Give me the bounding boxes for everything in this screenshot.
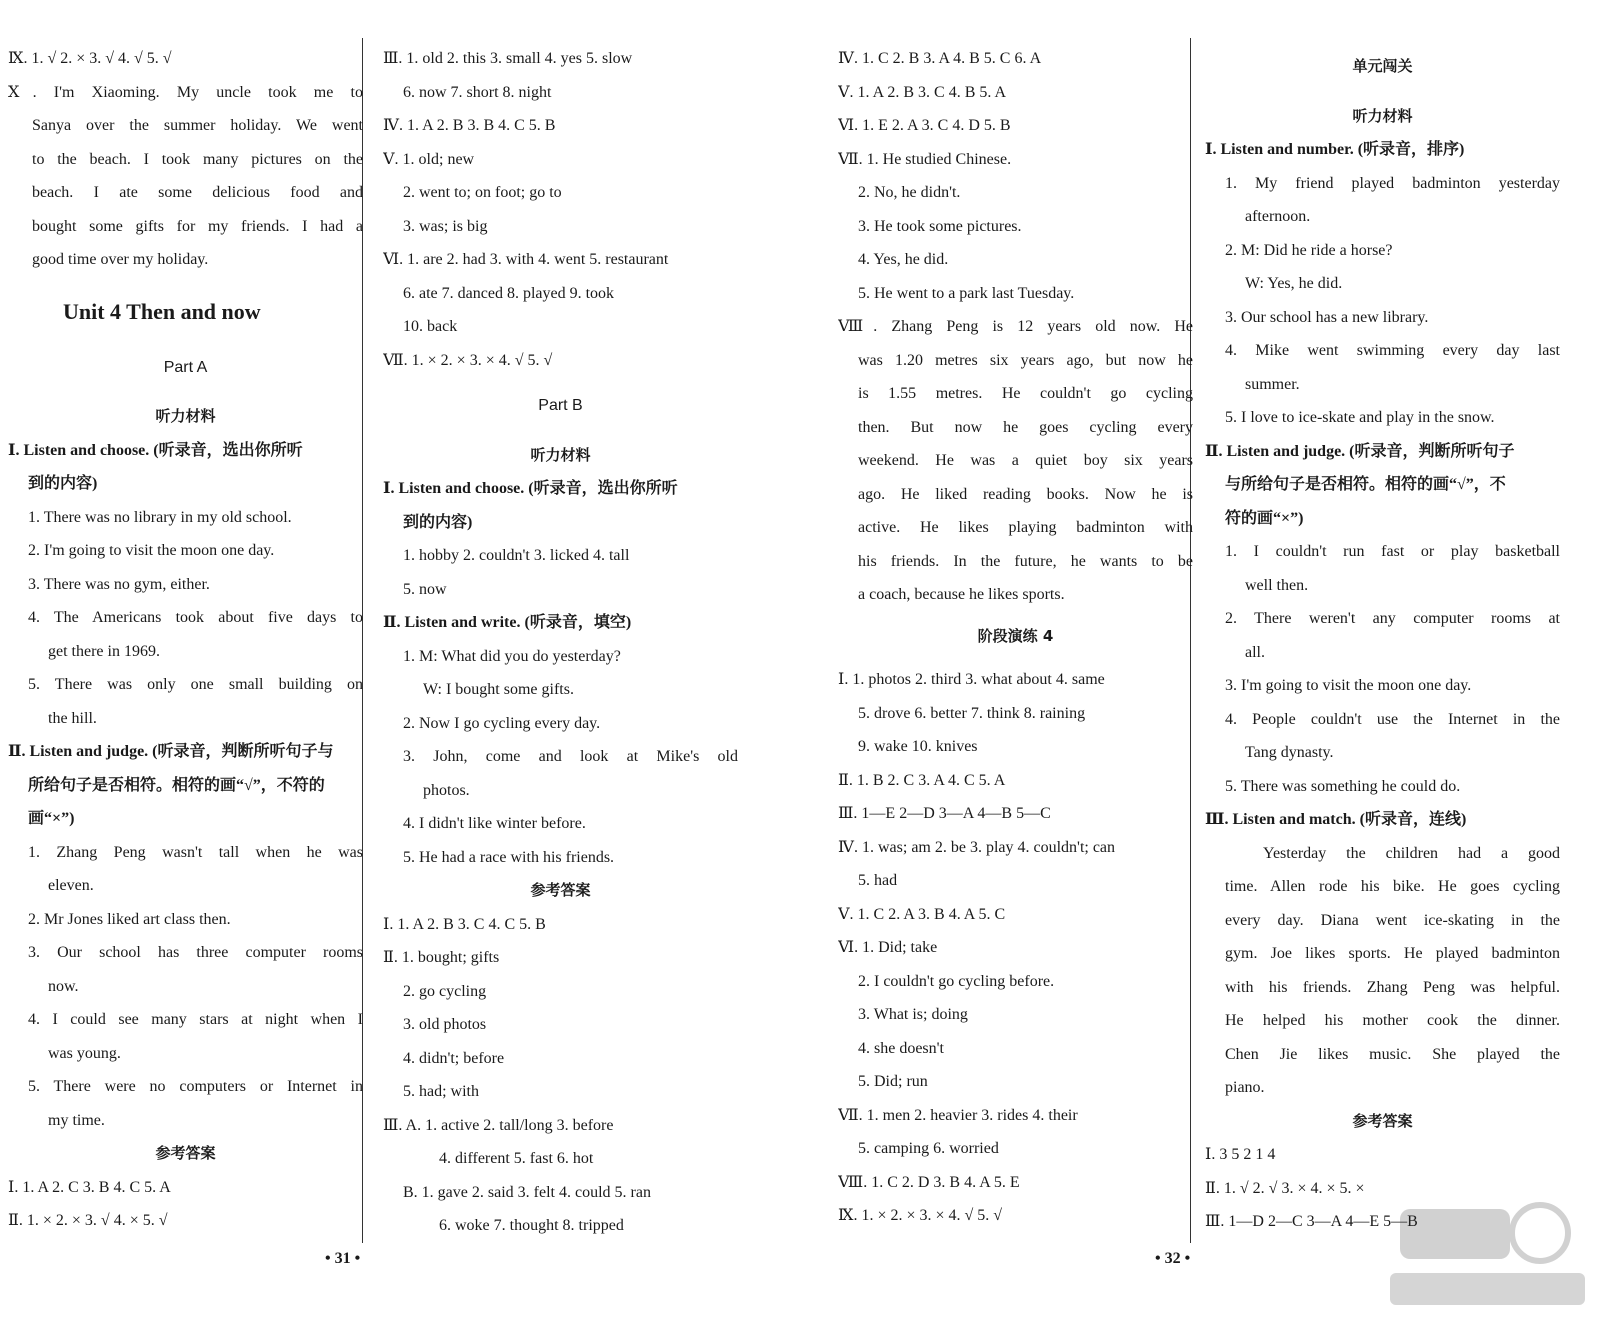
passage-line: He helped his mother cook the dinner. (1225, 1012, 1560, 1029)
list-item: 3. John, come and look at Mike's old (403, 748, 738, 765)
passage-line: is 1.55 metres. He couldn't go cycling (858, 385, 1193, 402)
section-header: 到的内容) (403, 513, 473, 531)
answer-line: Ⅴ. 1. old; new (383, 150, 475, 168)
list-item: get there in 1969. (48, 642, 160, 660)
section-header: 画“×”) (28, 810, 75, 827)
answer-line: 4. she doesn't (858, 1039, 944, 1057)
list-item: 2. M: Did he ride a horse? (1225, 241, 1393, 259)
answer-line: Ⅵ. 1. E 2. A 3. C 4. D 5. B (838, 117, 1011, 134)
list-item: 5. I love to ice-skate and play in the snow. (1225, 409, 1495, 426)
list-item: afternoon. (1245, 208, 1311, 225)
list-item: 1. My friend played badminton yesterday (1225, 174, 1560, 192)
passage-line: good time over my holiday. (32, 251, 209, 268)
answer-line: Ⅱ. 1. √ 2. √ 3. × 4. × 5. × (1205, 1179, 1365, 1197)
list-item: 5. There was something he could do. (1225, 777, 1461, 795)
list-item: was young. (48, 1044, 121, 1062)
answer-line: 2. I couldn't go cycling before. (858, 972, 1055, 990)
passage-line: gym. Joe likes sports. He played badminton (1225, 945, 1560, 962)
list-item: 3. There was no gym, either. (28, 575, 210, 593)
answer-line: 2. No, he didn't. (858, 184, 961, 201)
passage-line: Ⅷ. Zhang Peng is 12 years old now. He (838, 318, 1193, 335)
answers-heading: 参考答案 (1352, 1111, 1413, 1130)
page-number-31: • 31 • (325, 1250, 361, 1267)
list-item: 2. I'm going to visit the moon one day. (28, 542, 275, 559)
list-item: eleven. (48, 877, 94, 894)
page-number-32: • 32 • (1155, 1250, 1191, 1267)
passage-line: every day. Diana went ice-skating in the (1225, 911, 1560, 929)
section-header: 到的内容) (28, 475, 98, 492)
answer-line: 5. had; with (403, 1083, 479, 1100)
section-header: Ⅰ. Listen and number. (听录音，排序) (1205, 141, 1465, 158)
passage-line: a coach, because he likes sports. (858, 586, 1065, 603)
listening-heading: 听力材料 (530, 445, 591, 464)
section-header: Ⅰ. Listen and choose. (听录音，选出你所听 (383, 480, 678, 497)
list-item: well then. (1245, 576, 1309, 594)
answer-line: Ⅲ. 1—E 2—D 3—A 4—B 5—C (838, 805, 1051, 822)
list-item: 4. Mike went swimming every day last (1225, 342, 1560, 359)
passage-line: Sanya over the summer holiday. We went (32, 117, 363, 134)
list-item: 3. I'm going to visit the moon one day. (1225, 677, 1472, 694)
part-a-heading: Part A (163, 358, 208, 376)
answer-line: Ⅰ. 1. A 2. C 3. B 4. C 5. A (8, 1178, 171, 1196)
list-item: the hill. (48, 709, 97, 727)
list-item: 2. There weren't any computer rooms at (1225, 610, 1560, 627)
part-b-heading: Part B (538, 397, 583, 414)
answer-line: Ⅲ. 1—D 2—C 3—A 4—E 5—B (1205, 1213, 1418, 1230)
list-item: 1. Zhang Peng wasn't tall when he was (28, 843, 363, 861)
list-item: 2. Mr Jones liked art class then. (28, 910, 231, 928)
answer-line: Ⅰ. 1. A 2. B 3. C 4. C 5. B (383, 915, 546, 933)
list-item: summer. (1245, 375, 1300, 393)
passage-line: Yesterday the children had a good (1263, 844, 1560, 862)
section-header: 与所给句子是否相符。相符的画“√”，不 (1225, 476, 1506, 493)
answer-line: 5. had (858, 872, 898, 889)
answers-heading: 参考答案 (530, 881, 591, 899)
section-header: Ⅱ. Listen and judge. (听录音，判断所听句子与 (8, 743, 334, 760)
answer-line: 4. different 5. fast 6. hot (439, 1150, 594, 1167)
answer-line: Ⅳ. 1. A 2. B 3. B 4. C 5. B (383, 117, 556, 134)
list-item: now. (48, 977, 79, 995)
answer-line: 10. back (403, 318, 458, 335)
answer-line: 5. drove 6. better 7. think 8. raining (858, 704, 1086, 722)
section-header: Ⅱ. Listen and judge. (听录音，判断所听句子 (1205, 442, 1515, 460)
answers-heading: 参考答案 (155, 1144, 216, 1162)
list-item: all. (1245, 643, 1265, 661)
watermark-logo (1380, 1195, 1590, 1310)
answer-line: Ⅲ. A. 1. active 2. tall/long 3. before (383, 1116, 614, 1134)
answer-line: 4. Yes, he did. (858, 251, 949, 268)
list-item: 5. He had a race with his friends. (403, 848, 615, 866)
answer-line: Ⅱ. 1. × 2. × 3. √ 4. × 5. √ (8, 1212, 168, 1229)
section-header: 符的画“×”) (1225, 509, 1304, 527)
passage-line: active. He likes playing badminton with (858, 519, 1193, 536)
answer-line: B. 1. gave 2. said 3. felt 4. could 5. ran (403, 1183, 651, 1201)
list-item: Tang dynasty. (1245, 744, 1334, 761)
page32-column-left (838, 42, 1193, 1233)
list-item: my time. (48, 1111, 105, 1129)
list-item: 1. There was no library in my old school. (28, 508, 292, 526)
answer-line: Ⅸ. 1. √ 2. × 3. √ 4. √ 5. √ (8, 50, 172, 67)
answer-line: Ⅸ. 1. × 2. × 3. × 4. √ 5. √ (838, 1207, 1003, 1224)
list-item: 3. Our school has a new library. (1225, 308, 1429, 326)
answer-line: 2. went to; on foot; go to (403, 184, 562, 201)
passage-line: ago. He liked reading books. Now he is (858, 485, 1193, 503)
list-item: 4. People couldn't use the Internet in the (1225, 710, 1560, 728)
answer-line: 6. ate 7. danced 8. played 9. took (403, 284, 615, 302)
answer-line: Ⅶ. 1. men 2. heavier 3. rides 4. their (838, 1106, 1078, 1124)
list-item: 5. now (403, 580, 447, 598)
answer-line: Ⅵ. 1. are 2. had 3. with 4. went 5. restaurant (383, 251, 669, 268)
passage-line: his friends. In the future, he wants to be (858, 552, 1193, 570)
passage-line: bought some gifts for my friends. I had a (32, 217, 363, 235)
list-item: 4. I didn't like winter before. (403, 815, 586, 832)
section-header: Ⅲ. Listen and match. (听录音，连线) (1205, 811, 1467, 828)
answer-line: 3. He took some pictures. (858, 217, 1022, 235)
list-item: 2. Now I go cycling every day. (403, 714, 601, 732)
listening-heading: 听力材料 (155, 407, 216, 425)
answer-line: Ⅴ. 1. A 2. B 3. C 4. B 5. A (838, 83, 1007, 101)
passage-line: piano. (1225, 1079, 1265, 1096)
answer-line: Ⅷ. 1. C 2. D 3. B 4. A 5. E (838, 1173, 1020, 1191)
passage-line: Ⅹ. I'm Xiaoming. My uncle took me to (8, 83, 363, 101)
list-item: 1. hobby 2. couldn't 3. licked 4. tall (403, 547, 630, 564)
answer-line: Ⅱ. 1. bought; gifts (383, 949, 500, 966)
watermark-ring-icon (1512, 1205, 1568, 1261)
section-header: 所给句子是否相符。相符的画“√”，不符的 (28, 776, 325, 794)
answer-line: 4. didn't; before (403, 1049, 505, 1067)
passage-line: time. Allen rode his bike. He goes cycling (1225, 878, 1560, 895)
answer-line: Ⅰ. 1. photos 2. third 3. what about 4. same (838, 671, 1105, 688)
passage-line: then. But now he goes cycling every (858, 418, 1193, 436)
answer-line: 9. wake 10. knives (858, 738, 978, 755)
answer-line: 2. go cycling (403, 982, 487, 1000)
answer-line: Ⅴ. 1. C 2. A 3. B 4. A 5. C (838, 905, 1006, 923)
list-item: 1. I couldn't run fast or play basketball (1225, 543, 1560, 560)
answer-line: Ⅶ. 1. × 2. × 3. × 4. √ 5. √ (383, 351, 553, 369)
stage-practice-heading: 阶段演练 4 (977, 626, 1054, 645)
answer-line: 5. He went to a park last Tuesday. (858, 284, 1075, 302)
list-item: W: Yes, he did. (1245, 275, 1343, 292)
passage-line: was 1.20 metres six years ago, but now he (858, 351, 1193, 369)
list-item: 4. I could see many stars at night when I (28, 1011, 363, 1028)
answer-line: 5. Did; run (858, 1073, 928, 1090)
answer-line: 6. woke 7. thought 8. tripped (439, 1217, 624, 1234)
answer-line: Ⅳ. 1. C 2. B 3. A 4. B 5. C 6. A (838, 50, 1042, 67)
answer-line: 3. was; is big (403, 217, 488, 235)
page32-column-right (1205, 42, 1560, 1239)
list-item: 3. Our school has three computer rooms (28, 944, 363, 961)
page31-column-right (383, 42, 738, 1243)
section-header: Ⅱ. Listen and write. (听录音，填空) (383, 614, 632, 631)
answer-line: Ⅶ. 1. He studied Chinese. (838, 150, 1012, 168)
list-item: 1. M: What did you do yesterday? (403, 647, 621, 665)
list-item: 5. There was only one small building on (28, 676, 363, 693)
answer-line: 3. What is; doing (858, 1006, 968, 1023)
answer-line: 3. old photos (403, 1016, 487, 1033)
answer-line: 5. camping 6. worried (858, 1140, 999, 1157)
page31-column-left (8, 42, 363, 1238)
passage-line: with his friends. Zhang Peng was helpful. (1225, 978, 1560, 996)
answer-line: 6. now 7. short 8. night (403, 83, 552, 101)
answer-line: Ⅰ. 3 5 2 1 4 (1205, 1146, 1276, 1163)
passage-line: Chen Jie likes music. She played the (1225, 1045, 1560, 1063)
answer-line: Ⅳ. 1. was; am 2. be 3. play 4. couldn't; can (838, 838, 1116, 856)
answer-line: Ⅲ. 1. old 2. this 3. small 4. yes 5. slow (383, 50, 633, 67)
list-item: photos. (423, 781, 470, 799)
answer-line: Ⅱ. 1. B 2. C 3. A 4. C 5. A (838, 771, 1006, 789)
passage-line: to the beach. I took many pictures on the (32, 150, 363, 168)
list-item: 4. The Americans took about five days to (28, 609, 363, 626)
listening-heading: 听力材料 (1352, 106, 1413, 125)
unit-title: Unit 4 Then and now (63, 298, 261, 324)
watermark-block-icon (1400, 1209, 1510, 1259)
unit-review-heading: 单元闯关 (1352, 57, 1413, 75)
list-item: W: I bought some gifts. (423, 681, 574, 698)
section-header: Ⅰ. Listen and choose. (听录音，选出你所听 (8, 441, 303, 459)
list-item: 5. There were no computers or Internet in (28, 1078, 363, 1095)
answer-line: Ⅵ. 1. Did; take (838, 939, 938, 956)
passage-line: beach. I ate some delicious food and (32, 184, 363, 201)
passage-line: weekend. He was a quiet boy six years (858, 452, 1193, 469)
